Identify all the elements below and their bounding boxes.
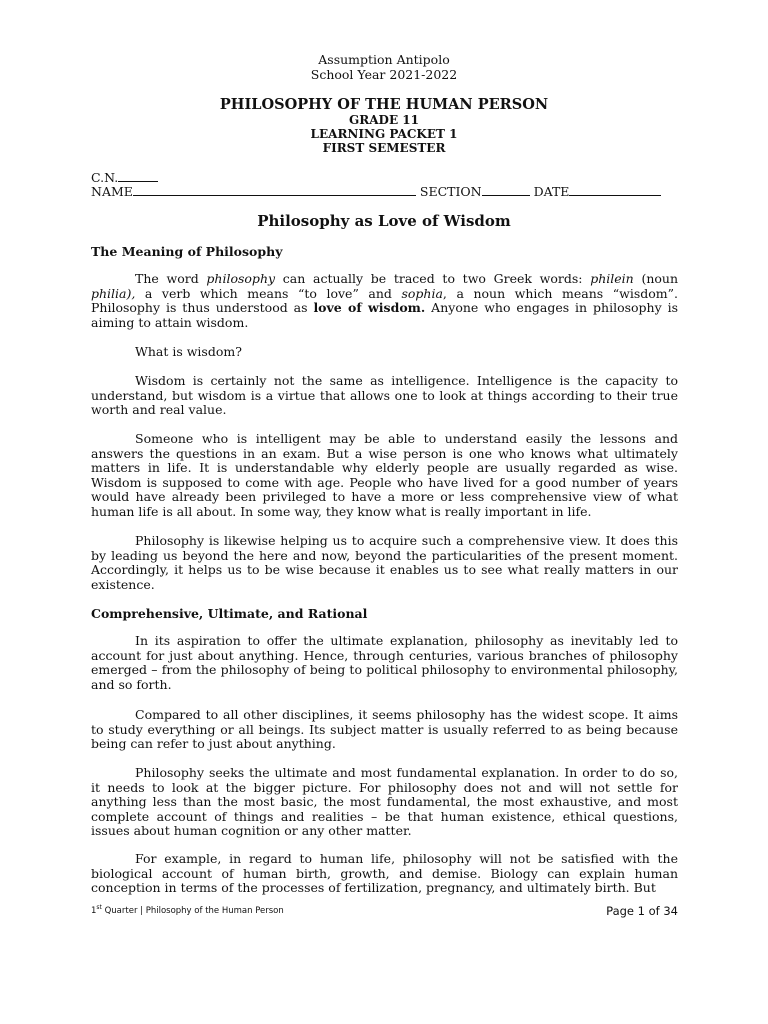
comprehensive-heading: Comprehensive, Ultimate, and Rational	[91, 606, 368, 621]
text-run: Anyone who engages in philosophy is aiming to attain wisdom.	[91, 300, 678, 330]
name-label: NAME	[91, 184, 133, 199]
student-info-row	[91, 184, 661, 199]
meaning-heading: The Meaning of Philosophy	[91, 244, 283, 259]
name-blank[interactable]	[133, 184, 416, 196]
packet-label: LEARNING PACKET 1	[310, 127, 458, 141]
cn-blank[interactable]	[118, 170, 158, 182]
semester-label: FIRST SEMESTER	[322, 141, 446, 155]
text-run: The word	[135, 271, 207, 286]
paragraph-what-is-wisdom: What is wisdom?	[135, 344, 242, 359]
footer-course	[91, 904, 284, 916]
school-name: Assumption Antipolo	[318, 52, 450, 67]
course-title: PHILOSOPHY OF THE HUMAN PERSON	[219, 96, 549, 113]
text-run: philein	[590, 271, 634, 286]
text-run: sophia	[401, 285, 443, 301]
paragraph-fundamental-explanation: Philosophy seeks the ultimate and most fundamental explanation. In order to do so, it needs to look at the bigger picture. For philosophy does not and will not settle for anything less than the most basic, the most fundamental, the most exhaustive, and most complete account of things and realities – be that human existence, ethical questions, issues about human cognition or any other matter.	[91, 765, 678, 839]
cn-field[interactable]	[91, 170, 158, 185]
text-run: philosophy	[206, 271, 276, 286]
cn-label: C.N.	[91, 170, 119, 185]
grade-label: GRADE 11	[349, 113, 419, 127]
text-run: philia),	[91, 285, 136, 301]
text-run: st	[96, 904, 102, 911]
text-run: (noun	[633, 271, 679, 286]
paragraph-etymology	[91, 272, 678, 330]
paragraph-wisdom-vs-intelligence: Wisdom is certainly not the same as intelligence. Intelligence is the capacity to understand, but wisdom is a virtue that allows one to look at things according to their true worth and real value.	[91, 373, 678, 418]
text-run: 1	[91, 905, 97, 916]
paragraph-branches: In its aspiration to offer the ultimate explanation, philosophy as inevitably led to account for just about anything. Hence, through centuries, various branches of philosophy emerged – from the philosophy of being to political philosophy to environmental philosophy, and so forth.	[91, 633, 678, 692]
paragraph-wise-person: Someone who is intelligent may be able to understand easily the lessons and answers the questions in an exam. But a wise person is one who knows what ultimately matters in life. It is understandable why elderly people are usually regarded as wise. Wisdom is supposed to come with age. People who have lived for a good number of years would have already been privileged to have a more or less comprehensive view of what human life is all about. In some way, they know what is really important in life.	[91, 431, 678, 519]
date-blank[interactable]	[569, 184, 661, 196]
page-number: Page 1 of 34	[606, 904, 678, 918]
text-run: , a noun which means “wisdom”. Philosophy is thus understood as	[91, 285, 679, 316]
section-blank[interactable]	[482, 184, 530, 196]
date-label: DATE	[533, 184, 570, 199]
section-label: SECTION	[419, 184, 482, 199]
text-run: love of wisdom.	[313, 300, 426, 316]
text-run: can actually be traced to two Greek words:	[275, 271, 591, 286]
paragraph-human-life: For example, in regard to human life, philosophy will not be satisfied with the biological account of human birth, growth, and demise. Biology can explain human conception in terms of the processes of fertilization, pregnancy, and ultimately birth. But	[91, 851, 678, 896]
lesson-title: Philosophy as Love of Wisdom	[257, 212, 511, 230]
paragraph-comprehensive-view: Philosophy is likewise helping us to acquire such a comprehensive view. It does this by leading us beyond the here and now, beyond the particularities of the present moment. Accordingly, it helps us to be wise because it enables us to see what really matters in our existence.	[91, 533, 678, 592]
text-run: Quarter | Philosophy of the Human Person	[101, 905, 284, 916]
school-year: School Year 2021-2022	[310, 67, 458, 82]
paragraph-scope: Compared to all other disciplines, it seems philosophy has the widest scope. It aims to study everything or all beings. Its subject matter is usually referred to as being because being can refer to just about anything.	[91, 707, 678, 752]
text-run: a verb which means “to love” and	[135, 285, 402, 301]
